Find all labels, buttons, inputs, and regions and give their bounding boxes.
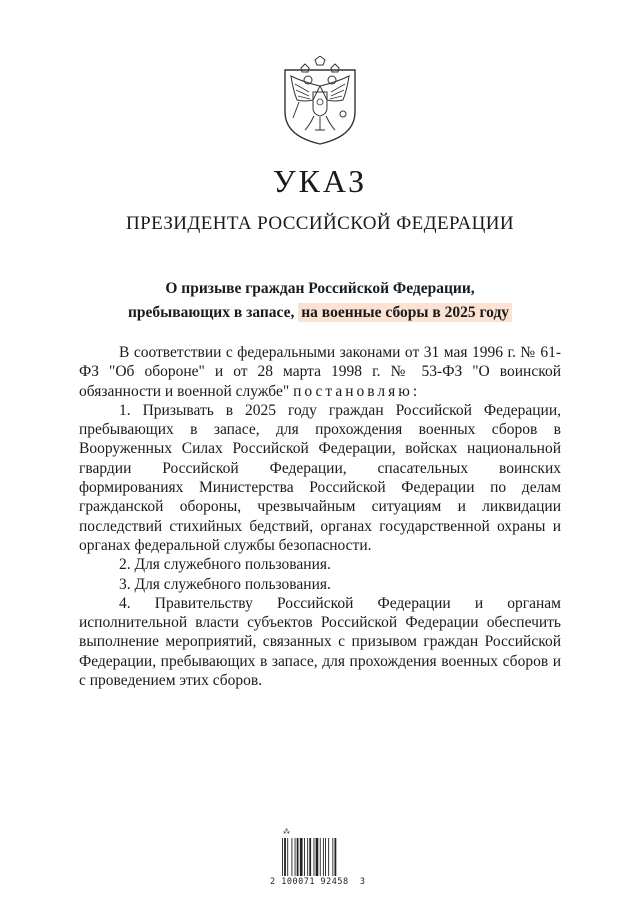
highlighted-text: на военные сборы в 2025 году (298, 303, 512, 322)
preamble-paragraph (79, 343, 561, 401)
heading-line-2-text: пребывающих в запасе, (127, 304, 299, 321)
barcode-mark-icon: ⁂ (283, 828, 290, 836)
barcode-bar (287, 838, 288, 876)
barcode-bar (297, 838, 299, 876)
barcode-bar (316, 838, 319, 876)
page-subtitle: ПРЕЗИДЕНТА РОССИЙСКОЙ ФЕДЕРАЦИИ (126, 213, 514, 234)
barcode-bar (295, 838, 296, 876)
barcode-bar (320, 838, 321, 876)
item-3: 3. Для служебного пользования. (119, 575, 331, 593)
item-4: 4. Правительству Российской Федерации и органам исполнительной власти субъектов Российской Федерации обеспечить выполнение мероприятий, связанных с призывом граждан Российской Федерации, пребывающих в запасе, для прохождения военных сборов и с проведением этих сборов. (79, 594, 561, 690)
barcode-bar (328, 838, 329, 876)
russian-coat-of-arms-icon (279, 56, 361, 146)
decree-heading (100, 277, 540, 325)
barcode-bar (300, 838, 303, 876)
decree-body (79, 343, 561, 690)
barcode-bar (309, 838, 311, 876)
barcode-bar (332, 838, 333, 876)
barcode-bar (335, 838, 337, 876)
page-title: УКАЗ (272, 163, 368, 199)
item-1: 1. Призывать в 2025 году граждан Российской Федерации, пребывающих в запасе, для прохождения военных сборов в Вооруженных Силах Российской Федерации, войсках национальной гвардии Российской Федерации, спасательных воинских формированиях Министерства Российской Федерации по делам гражданской обороны, чрезвычайным ситуациям и ликвидации последствий стихийных бедствий, органах государственной охраны и органах федеральной службы безопасности. (79, 401, 561, 554)
barcode (281, 838, 367, 880)
item-2: 2. Для служебного пользования. (119, 556, 331, 574)
barcode-bar (284, 838, 286, 876)
preamble-text: В соответствии с федеральными законами от 31 мая 1996 г. № 61-ФЗ "Об обороне" и от 28 марта 1998 г. № 53-ФЗ "О воинской обязанности и военной службе" (79, 344, 561, 400)
barcode-bar (304, 838, 305, 876)
heading-line-2 (100, 301, 540, 325)
decree-word: постановляю: (293, 382, 421, 400)
barcode-number: 2 100071 92458 3 (270, 877, 366, 887)
barcode-bar (291, 838, 292, 876)
barcode-bar (325, 838, 326, 876)
barcode-bar (323, 838, 324, 876)
barcode-bar (307, 838, 308, 876)
barcode-bar (314, 838, 315, 876)
heading-line-1: О призыве граждан Российской Федерации, (165, 280, 475, 297)
barcode-bar (282, 838, 283, 876)
